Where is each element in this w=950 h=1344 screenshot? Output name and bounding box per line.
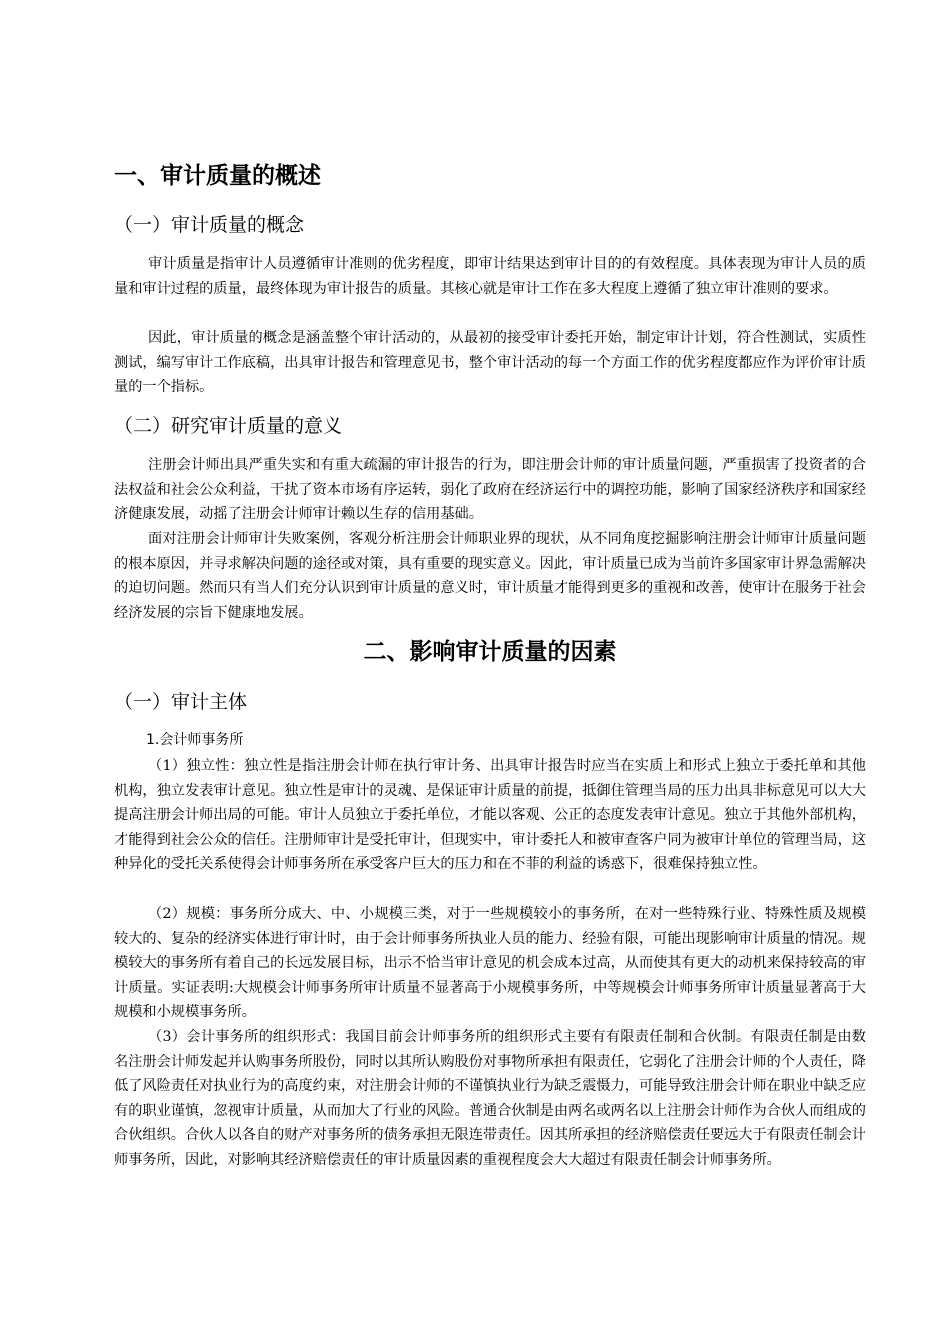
paragraph-independence: （1）独立性：独立性是指注册会计师在执行审计务、出具审计报告时应当在实质上和形式上独立于委托单和其他机构，独立发表审计意见。独立性是审计的灵魂、是保证审计质量的前提，抵御住管理当局的压力出具非标意见可以大大提高注册会计师出局的可能。审计人员独立于委托单位，才能以客观、公正的态度发表审计意见。独立于其他外部机构，才能得到社会公众的信任。注册师审计是受托审计，但现实中，审计委托人和被审查客户同为被审计单位的管理当局，这种异化的受托关系使得会计师事务所在承受客户巨大的压力和在不菲的利益的诱惑下，很难保持独立性。 xyxy=(114,758,866,873)
paragraph-concept-1: 审计质量是指审计人员遵循审计准则的优劣程度，即审计结果达到审计目的的有效程度。具体表现为审计人员的质量和审计过程的质量，最终体现为审计报告的质量。其核心就是审计工作在多大程度上遵循了独立审计准则的要求。 xyxy=(114,256,866,297)
subsection-heading-concept: （一）审计质量的概念 xyxy=(114,214,305,236)
section-heading-factors: 二、影响审计质量的因素 xyxy=(363,639,617,665)
subheading-accounting-firm: 1.会计师事务所 xyxy=(146,732,244,748)
paragraph-significance-2: 面对注册会计师审计失败案例，客观分析注册会计师职业界的现状，从不同角度挖掘影响注册会计师审计质量问题的根本原因，并寻求解决问题的途径或对策，具有重要的现实意义。因此，审计质量已成为当前许多国家审计界急需解决的迫切问题。然而只有当人们充分认识到审计质量的意义时，审计质量才能得到更多的重视和改善，使审计在服务于社会经济发展的宗旨下健康地发展。 xyxy=(114,531,866,621)
section-heading-overview: 一、审计质量的概述 xyxy=(114,163,321,189)
subsection-heading-audit-subject: （一）审计主体 xyxy=(114,691,248,713)
subsection-heading-significance: （二）研究审计质量的意义 xyxy=(114,415,343,437)
paragraph-significance-1: 注册会计师出具严重失实和有重大疏漏的审计报告的行为，即注册会计师的审计质量问题，严重损害了投资者的合法权益和社会公众利益，干扰了资本市场有序运转，弱化了政府在经济运行中的调控功能，影响了国家经济秩序和国家经济健康发展，动摇了注册会计师审计赖以生存的信用基础。 xyxy=(114,457,866,523)
paragraph-concept-2: 因此，审计质量的概念是涵盖整个审计活动的，从最初的接受审计委托开始，制定审计计划，符合性测试，实质性测试，编写审计工作底稿，出具审计报告和管理意见书，整个审计活动的每一个方面工作的优劣程度都应作为评价审计质量的一个指标。 xyxy=(114,330,866,396)
paragraph-organization-form: （3）会计事务所的组织形式：我国目前会计师事务所的组织形式主要有有限责任制和合伙制。有限责任制是由数名注册会计师发起并认购事务所股份，同时以其所认购股份对事物所承担有限责任，它弱化了注册会计师的个人责任，降低了风险责任对执业行为的高度约束，对注册会计师的不谨慎执业行为缺乏震慑力，可能导致注册会计师在职业中缺乏应有的职业谨慎，忽视审计质量，从而加大了行业的风险。普通合伙制是由两名或两名以上注册会计师作为合伙人而组成的合伙组织。合伙人以各自的财产对事务所的债务承担无限连带责任。因其所承担的经济赔偿责任要远大于有限责任制会计师事务所，因此，对影响其经济赔偿责任的审计质量因素的重视程度会大大超过有限责任制会计师事务所。 xyxy=(114,1029,866,1168)
paragraph-scale: （2）规模：事务所分成大、中、小规模三类，对于一些规模较小的事务所，在对一些特殊行业、特殊性质及规模较大的、复杂的经济实体进行审计时，由于会计师事务所执业人员的能力、经验有限，可能出现影响审计质量的情况。规模较大的事务所有着自己的长远发展目标，出示不恰当审计意见的机会成本过高，从而使其有更大的动机来保持较高的审计质量。实证表明:大规模会计师事务所审计质量不显著高于小规模事务所，中等规模会计师事务所审计质量显著高于大规模和小规模事务所。 xyxy=(114,906,866,1021)
